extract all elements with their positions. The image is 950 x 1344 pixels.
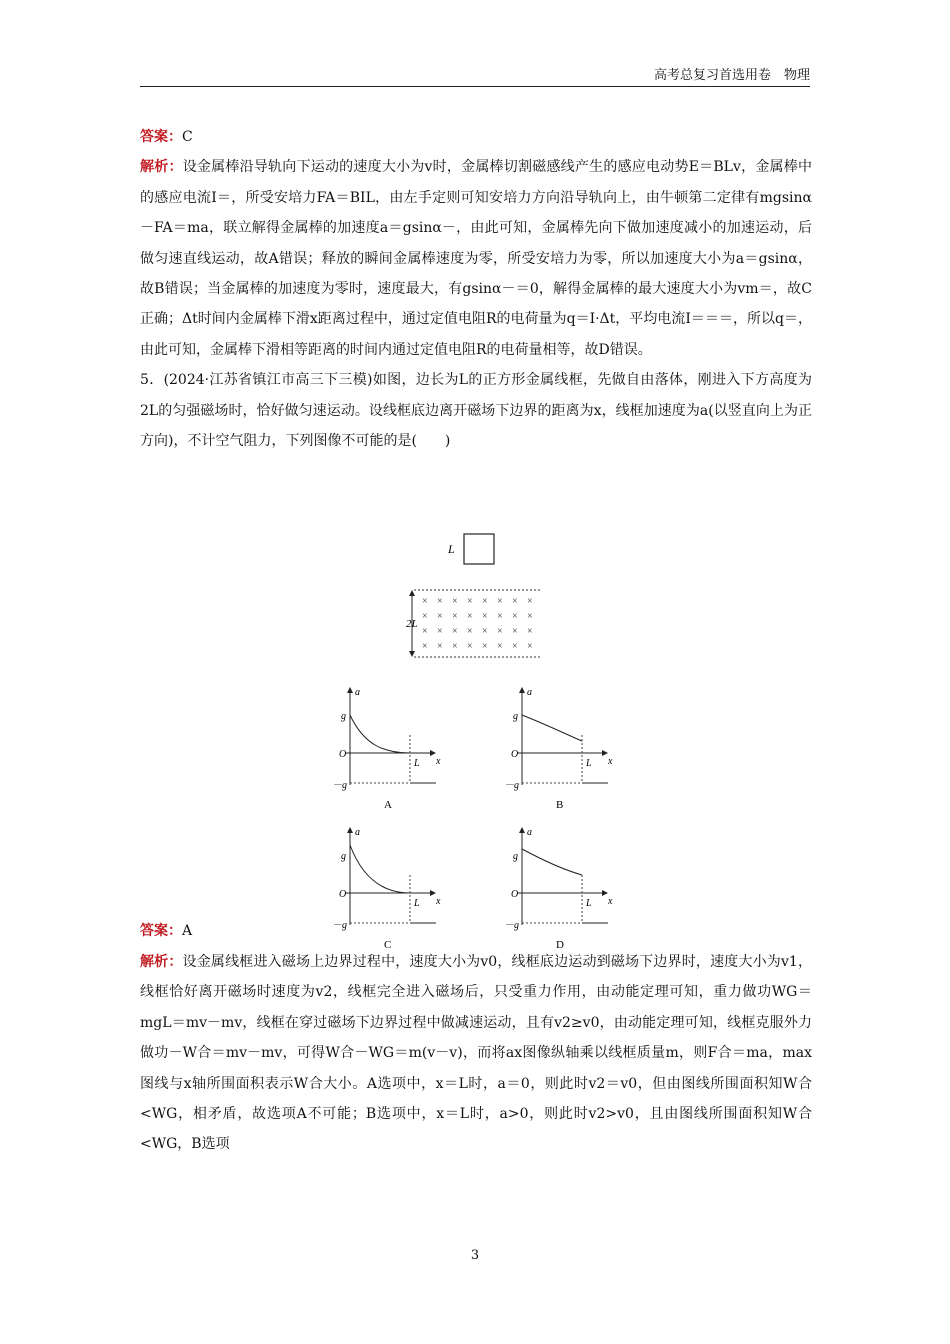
field-cross: × xyxy=(467,611,473,622)
field-cross: × xyxy=(422,641,428,652)
answer-label: 答案： xyxy=(140,923,182,940)
field-cross: × xyxy=(497,641,503,652)
analysis-text: 设金属线框进入磁场上边界过程中，速度大小为v0，线框底边运动到磁场下边界时，速度大小为v1，线框恰好离开磁场时速度为v2，线框完全进入磁场后，只受重力作用，由动能定理可知，重力做功WG＝mgL＝mv－mv，线框在穿过磁场下边界过程中做减速运动，且有v2≥v0，由动能定理可知，线框克服外力做功－W合＝mv－mv，可得W合－WG＝m(v－v)，而将ax图像纵轴乘以线框质量m，则F合＝ma，max图线与x轴所围面积表示W合大小。A选项中，x＝L时，a＝0，则此时v2＝v0，但由图线所围面积知W合<WG，相矛盾，故选项A不可能；B选项中，x＝L时，a>0，则此时v2>v0，且由图线所围面积知W合<WG，B选项 xyxy=(140,953,812,1153)
field-cross: × xyxy=(437,626,443,637)
option-label: D xyxy=(556,939,564,950)
L-tick-label: L xyxy=(414,898,420,909)
q4-answer xyxy=(140,122,812,152)
analysis-label: 解析： xyxy=(140,953,183,970)
field-cross: × xyxy=(452,641,458,652)
frame-label: L xyxy=(448,542,455,556)
neg-g-tick-label: －g xyxy=(332,780,347,791)
y-axis-arrow xyxy=(519,687,525,693)
magnetic-field-crosses xyxy=(422,596,533,652)
y-axis-arrow xyxy=(347,687,353,693)
acceleration-curve xyxy=(350,845,410,893)
option-graphs xyxy=(320,685,620,950)
answer-value: C xyxy=(182,129,193,145)
x-axis-label: x xyxy=(608,896,613,907)
field-cross: × xyxy=(527,611,533,622)
L-tick-label: L xyxy=(586,758,592,769)
field-cross: × xyxy=(422,611,428,622)
field-cross: × xyxy=(437,596,443,607)
origin-label: O xyxy=(511,749,519,760)
L-tick-label: L xyxy=(586,898,592,909)
height-arrow-down xyxy=(409,651,415,657)
acceleration-curve xyxy=(522,715,582,741)
field-cross: × xyxy=(422,596,428,607)
origin-label: O xyxy=(511,889,519,900)
g-tick-label: g xyxy=(513,711,518,722)
x-axis-label: x xyxy=(608,756,613,767)
field-cross: × xyxy=(437,611,443,622)
x-axis-label: x xyxy=(436,756,441,767)
answer-label: 答案： xyxy=(140,129,182,145)
x-axis-label: x xyxy=(436,896,441,907)
field-height-label: 2L xyxy=(406,618,418,630)
y-axis-arrow xyxy=(347,827,353,833)
field-cross: × xyxy=(482,626,488,637)
option-label: C xyxy=(384,939,392,950)
field-cross: × xyxy=(422,626,428,637)
page-number: 3 xyxy=(470,1248,480,1263)
field-cross: × xyxy=(467,626,473,637)
acceleration-curve xyxy=(350,715,410,753)
field-cross: × xyxy=(452,596,458,607)
square-frame xyxy=(464,534,494,564)
y-axis-label: a xyxy=(527,687,532,698)
q5-stem: 5．(2024·江苏省镇江市高三下三模)如图，边长为L的正方形金属线框，先做自由落体，刚进入下方高度为2L的匀强磁场时，恰好做匀速运动。设线框底边离开磁场下边界的距离为x，线框加速度为a(以竖直向上为正方向)，不计空气阻力，下列图像不可能的是( ) xyxy=(140,372,812,450)
field-cross: × xyxy=(482,596,488,607)
g-tick-label: g xyxy=(341,711,346,722)
analysis-text: 设金属棒沿导轨向下运动的速度大小为v时，金属棒切割磁感线产生的感应电动势E＝BLv，金属棒中的感应电流I＝，所受安培力FA＝BIL，由左手定则可知安培力方向沿导轨向上，由牛顿第二定律有mgsinα－FA＝ma，联立解得金属棒的加速度a＝gsinα－，由此可知，金属棒先向下做加速度减小的加速运动，后做匀速直线运动，故A错误；释放的瞬间金属棒速度为零，所受安培力为零，所以加速度大小为a＝gsinα，故B错误；当金属棒的加速度为零时，速度最大，有gsinα－＝0，解得金属棒的最大速度大小为vm＝，故C正确；Δt时间内金属棒下滑x距离过程中，通过定值电阻R的电荷量为q＝I·Δt，平均电流I＝＝＝，所以q＝，由此可知，金属棒下滑相等距离的时间内通过定值电阻R的电荷量相等，故D错误。 xyxy=(140,159,813,358)
field-cross: × xyxy=(527,596,533,607)
field-cross: × xyxy=(512,611,518,622)
y-axis-label: a xyxy=(527,827,532,838)
field-cross: × xyxy=(512,596,518,607)
setup-figure xyxy=(400,525,550,665)
origin-label: O xyxy=(339,889,347,900)
page-header xyxy=(140,66,810,87)
L-tick-label: L xyxy=(414,758,420,769)
field-cross: × xyxy=(527,626,533,637)
option-label: B xyxy=(556,799,564,811)
field-cross: × xyxy=(467,596,473,607)
graph-d xyxy=(504,827,613,950)
field-cross: × xyxy=(512,626,518,637)
field-cross: × xyxy=(437,641,443,652)
neg-g-tick-label: －g xyxy=(504,920,519,931)
option-label: A xyxy=(384,799,392,811)
origin-label: O xyxy=(339,749,347,760)
g-tick-label: g xyxy=(341,851,346,862)
neg-g-tick-label: －g xyxy=(332,920,347,931)
height-arrow-up xyxy=(409,590,415,596)
field-cross: × xyxy=(497,596,503,607)
field-cross: × xyxy=(512,641,518,652)
g-tick-label: g xyxy=(513,851,518,862)
analysis-label: 解析： xyxy=(140,159,183,176)
graph-a xyxy=(332,687,441,811)
field-cross: × xyxy=(497,626,503,637)
field-cross: × xyxy=(527,641,533,652)
y-axis-arrow xyxy=(519,827,525,833)
graph-c xyxy=(332,827,441,950)
field-cross: × xyxy=(482,641,488,652)
y-axis-label: a xyxy=(355,827,360,838)
answer-value: A xyxy=(182,923,193,940)
neg-g-tick-label: －g xyxy=(504,780,519,791)
field-cross: × xyxy=(482,611,488,622)
header-title: 高考总复习首选用卷 物理 xyxy=(653,68,810,83)
field-cross: × xyxy=(467,641,473,652)
q4-analysis xyxy=(140,152,812,365)
field-cross: × xyxy=(452,611,458,622)
y-axis-label: a xyxy=(355,687,360,698)
field-cross: × xyxy=(452,626,458,637)
acceleration-curve xyxy=(522,849,582,875)
field-cross: × xyxy=(497,611,503,622)
q5-analysis xyxy=(140,947,812,1160)
graph-b xyxy=(504,687,613,811)
